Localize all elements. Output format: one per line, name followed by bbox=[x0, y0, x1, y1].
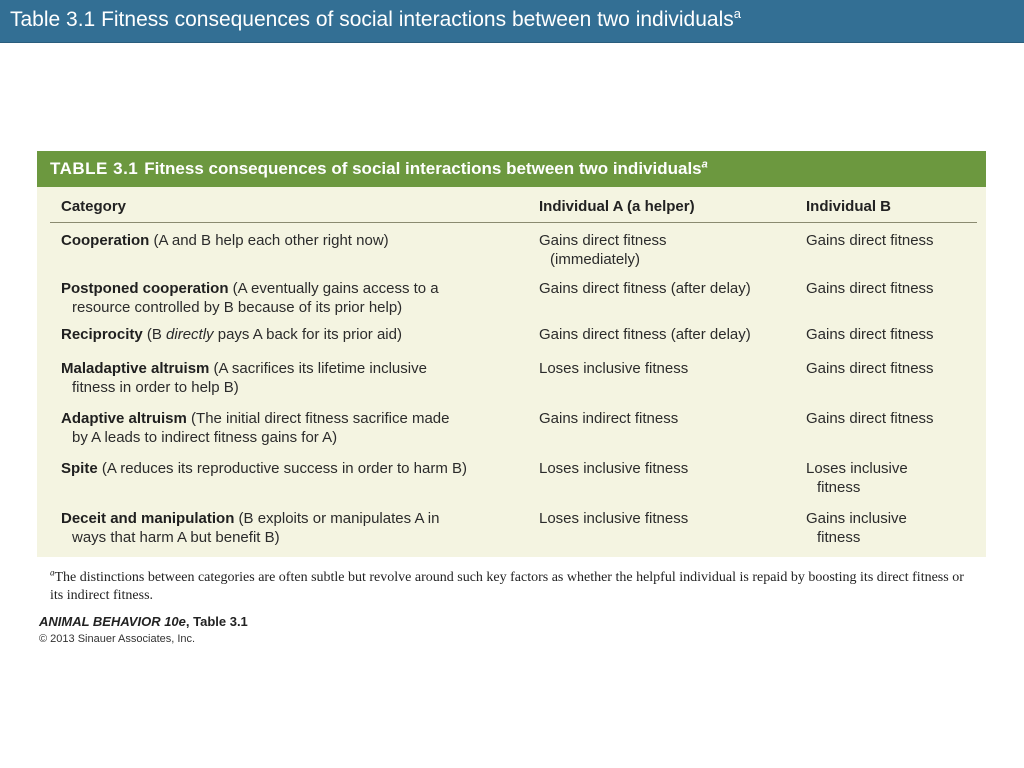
table-row-maladaptive-altruism-individual-b bbox=[806, 359, 981, 378]
category-detail: (A and B help each other right now) bbox=[149, 232, 389, 249]
table-row-adaptive-altruism-individual-b bbox=[806, 409, 981, 428]
individual-b-value: Gains direct fitness bbox=[806, 280, 934, 297]
table-description: Fitness consequences of social interactions between two individuals bbox=[144, 159, 702, 178]
individual-b-value: Gains inclusive bbox=[806, 510, 907, 527]
category-detail: (A eventually gains access to a bbox=[228, 280, 439, 297]
category-name: Postponed cooperation bbox=[61, 280, 229, 297]
slide-title bbox=[10, 8, 741, 32]
category-name: Deceit and manipulation bbox=[61, 510, 235, 527]
table-row-deceit-manipulation-individual-b bbox=[806, 509, 981, 547]
slide-title-superscript: a bbox=[733, 6, 741, 21]
table-panel bbox=[37, 151, 986, 557]
column-header-individual-a: Individual A (a helper) bbox=[539, 198, 695, 215]
individual-a-value: Loses inclusive fitness bbox=[539, 360, 689, 377]
individual-b-value: Gains direct fitness bbox=[806, 410, 934, 427]
category-name: Reciprocity bbox=[61, 326, 143, 343]
individual-b-value: Gains direct fitness bbox=[806, 232, 934, 249]
source-book-title: ANIMAL BEHAVIOR 10e bbox=[39, 614, 186, 629]
header-divider bbox=[50, 222, 977, 223]
table-row-deceit-manipulation-individual-a bbox=[539, 509, 799, 528]
table-row-postponed-cooperation-individual-a bbox=[539, 279, 799, 298]
category-detail-start: (B bbox=[142, 326, 167, 343]
category-detail: (The initial direct fitness sacrifice made bbox=[186, 410, 450, 427]
category-name: Adaptive altruism bbox=[61, 410, 187, 427]
footnote-text: The distinctions between categories are often subtle but revolve around such key factors as whether the helpful individual is repaid by boosting its direct fitness or its indirect fitness. bbox=[50, 570, 964, 603]
table-row-reciprocity-individual-a bbox=[539, 325, 799, 344]
category-name: Spite bbox=[61, 460, 98, 477]
source-table-reference: , Table 3.1 bbox=[185, 614, 248, 629]
category-detail-continued: ways that harm A but benefit B) bbox=[72, 529, 280, 546]
category-detail-continued: fitness in order to help B) bbox=[72, 379, 239, 396]
table-row-maladaptive-altruism-category bbox=[61, 359, 531, 397]
table-row-maladaptive-altruism-individual-a bbox=[539, 359, 799, 378]
category-detail-end: pays A back for its prior aid) bbox=[213, 326, 402, 343]
individual-a-value-continued: (immediately) bbox=[550, 251, 641, 268]
category-name: Maladaptive altruism bbox=[61, 360, 210, 377]
table-row-cooperation-category bbox=[61, 231, 531, 250]
slide-title-bar bbox=[0, 0, 1024, 43]
individual-a-value: Gains direct fitness bbox=[539, 232, 667, 249]
individual-b-value-continued: fitness bbox=[817, 529, 861, 546]
individual-a-value: Loses inclusive fitness bbox=[539, 510, 689, 527]
individual-a-value: Gains indirect fitness bbox=[539, 410, 679, 427]
table-row-deceit-manipulation-category bbox=[61, 509, 531, 547]
category-detail: (A reduces its reproductive success in order to harm B) bbox=[97, 460, 468, 477]
individual-b-value: Gains direct fitness bbox=[806, 326, 934, 343]
individual-b-value: Gains direct fitness bbox=[806, 360, 934, 377]
individual-b-value: Loses inclusive bbox=[806, 460, 908, 477]
table-row-reciprocity-individual-b bbox=[806, 325, 981, 344]
category-detail: (B exploits or manipulates A in bbox=[234, 510, 440, 527]
column-header-category: Category bbox=[61, 198, 127, 215]
column-header-individual-b: Individual B bbox=[806, 198, 892, 215]
table-row-spite-individual-b bbox=[806, 459, 981, 497]
footnote-marker: a bbox=[50, 567, 55, 578]
category-detail: (A sacrifices its lifetime inclusive bbox=[209, 360, 427, 377]
individual-a-value: Gains direct fitness (after delay) bbox=[539, 280, 751, 297]
table-row-postponed-cooperation-individual-b bbox=[806, 279, 981, 298]
category-detail-continued: resource controlled by B because of its prior help) bbox=[72, 299, 403, 316]
table-heading bbox=[50, 159, 708, 179]
copyright-notice: © 2013 Sinauer Associates, Inc. bbox=[39, 633, 196, 645]
table-row-cooperation-individual-b bbox=[806, 231, 981, 250]
category-name: Cooperation bbox=[61, 232, 150, 249]
table-heading-superscript: a bbox=[701, 158, 708, 171]
table-header bbox=[37, 151, 986, 187]
table-row-adaptive-altruism-category bbox=[61, 409, 531, 447]
category-detail-emphasis: directly bbox=[166, 326, 214, 343]
table-row-postponed-cooperation-category bbox=[61, 279, 531, 317]
individual-a-value: Loses inclusive fitness bbox=[539, 460, 689, 477]
source-citation bbox=[39, 614, 248, 629]
table-number: TABLE 3.1 bbox=[50, 159, 139, 178]
table-footnote bbox=[50, 569, 980, 605]
table-row-cooperation-individual-a bbox=[539, 231, 799, 269]
table-row-spite-individual-a bbox=[539, 459, 799, 478]
table-row-reciprocity-category bbox=[61, 325, 531, 344]
slide-title-text: Table 3.1 Fitness consequences of social interactions between two individuals bbox=[10, 8, 734, 31]
individual-b-value-continued: fitness bbox=[817, 479, 861, 496]
table-row-spite-category bbox=[61, 459, 531, 478]
table-row-adaptive-altruism-individual-a bbox=[539, 409, 799, 428]
category-detail-continued: by A leads to indirect fitness gains for A) bbox=[72, 429, 338, 446]
individual-a-value: Gains direct fitness (after delay) bbox=[539, 326, 751, 343]
